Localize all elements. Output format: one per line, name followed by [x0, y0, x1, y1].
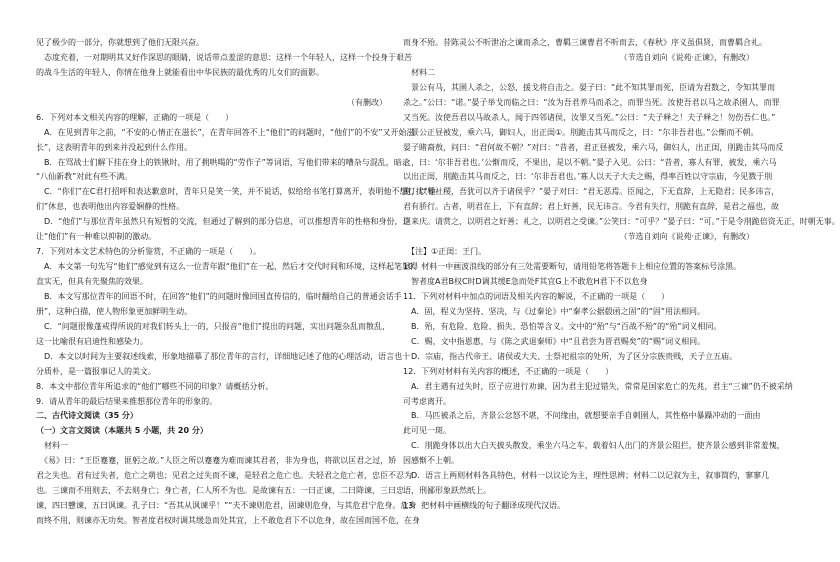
left-column-line: A．本文第一句先写“他们”感觉到有这么一位青年跟“他们”在一起，然后才交代时间和环境，这样起笔显得 [36, 262, 419, 272]
left-column-line: D．“他们”与那位青年虽然只有短暂的交流，但通过了解到的部分信息，可以推想青年的性格和身份，这 [36, 217, 411, 227]
right-column-line: 11．下列对材料中加点的词语及相关内容的解说，不正确的一项是（ ） [403, 291, 670, 301]
right-column-line: 跪，以辱社稷，吾犹可以齐于诸侯乎？”晏子对曰：“君无恶焉。臣闻之，下无直辞，上无隐君；民多讳言， [403, 187, 780, 197]
left-column-line: D．本文以时间为主要叙述线索，形象地描摹了那位青年的言行，详细地记述了他的心理活动，语言也十 [36, 351, 411, 361]
left-column-line: C．“你们”在C君打招呼和表达歉意时，青年只是笑一笑，并不说话，似给给书笔打算离开，表明他不想打扰“他 [36, 187, 436, 197]
left-column-line: （有删改） [347, 97, 387, 107]
right-column-line: 君有骄行。古者，明君在上，下有直辞；君上好善，民无讳言。今君有失行，刖跪有直辞，是君之福也，故 [403, 202, 779, 212]
right-column-line: 晏子睹裔敖，问曰：“君何故不朝？”对曰：“昔者，君正昼被发，乘六马，御妇人，出正闺，刖跪击其马而反 [403, 142, 784, 152]
right-column-line: 景公有马，其圉人杀之，公怒，援戈将自击之。晏子曰：“此不知其罪而死，臣请为君数之，令知其罪而 [403, 82, 776, 92]
right-column-line: C．刖跪身体以出大白天披头散发，乘坐六马之车，载着妇人出门的齐景公阻拦，使齐景公感到非常羞愧， [403, 441, 785, 451]
left-column-line: 而终不用，则谏亦无功矣。智者度君权时调其缓急而处其宜，上不敢危君下不以危身，故在国而国不危，在身 [36, 516, 420, 525]
right-column-line: （节选自刘向《说苑·正谏》，有删改） [619, 52, 754, 62]
left-column-line: 7．下列对本文艺术特色的分析鉴赏，不正确的一项是（ ）。 [36, 247, 262, 257]
right-column-line: 10．材料一中画波浪线的部分有三处需要断句，请用铅笔将答题卡上相应位置的答案标号涂黑。 [403, 262, 742, 272]
left-column-line: 君之失也。君有过失者，危亡之萌也；见君之过失而不谏，是轻君之危亡也。夫轻君之危亡者，忠臣不忍为 [36, 471, 412, 481]
left-column-line: 材料一 [36, 441, 68, 451]
left-column-line: 见了极少的一部分，你就想到了他们无限兴奋。 [36, 38, 204, 47]
left-column-line: A．在见到青年之前，“不安的心情正在滋长”，在青年回答不上“他们”的问题时，“他们”的不安”又开始滋 [36, 127, 415, 137]
right-column-line: 13．把材料中画横线的句子翻译成现代汉语。 [403, 501, 566, 511]
left-column-line: 这一比喻很有启迪性和感染力。 [36, 336, 148, 346]
left-column-line: B．在骂战士们解下挂在身上的铁锹时，用了拥哄喝的“劳作子”等词语，写他们带来的嘈杂与混乱，暗示 [36, 157, 410, 167]
right-column-line: C．赐，文中指恩惠，与《陈之武退秦师》中“且君尝为晋君赐矣”的“赐”词义相同。 [403, 336, 706, 346]
right-column-line: D．语言上两则材料各具特色，材料一以议论为主，理性思辨；材料二以记叙为主，叙事简约，寥寥几 [403, 471, 770, 481]
left-column-line: 二、古代诗文阅读（35 分） [36, 411, 138, 421]
right-column-line: 可考虑离开。 [403, 396, 451, 406]
right-column-line: A．固，程义为坚持、坚决，与《过秦论》中“秦孝公据殽函之固”的“固”用法相同。 [403, 306, 706, 316]
left-column-line: 8．本文中那位青年所追求的“他们”哪些不同的印象？请概括分析。 [36, 381, 274, 391]
right-column-line: （节选自刘向《说苑·正谏》，有删改） [619, 232, 754, 242]
left-column-line: C．“问题很像蓬戒得所说的对我们转头上一的，只报音“他们”提出的问题，实出问题杂乱而散乱， [36, 321, 391, 331]
left-column-line: （一）文言文阅读（本题共 5 小题，共 20 分） [36, 426, 208, 436]
right-column-line: 臣来庆。请赏之，以明君之好善；礼之，以明君之受谏。”公笑曰：“可乎？”晏子曰：“可。”于是令刖跪倍资无正，时朝无事。 [403, 217, 840, 227]
left-column-line: 分质朴，是一篇报事记人的美文。 [36, 366, 156, 376]
right-column-line: 又当死。汝使吾君以马故杀人，闻于四邻诸侯，汝罪又当死。”公曰：“夫子释之！夫子释之！勿伤吾仁也。” [403, 112, 776, 122]
right-column-line: 智者度A君B权C时D调其缓E急而处F其宜G上不敢危H君下不以危身 [403, 277, 648, 286]
right-column-line: 【注】①正闺：王门。 [403, 247, 487, 257]
right-column-line: D．宗庙，指古代帝王、诸侯或大夫、士祭祀祖宗的处所，为了区分宗族贵贱，天子立五庙。 [403, 351, 738, 361]
right-column-line: 之，曰：‘尔非吾君也。’公惭而反，不果出，是以不朝。”晏子入见。公曰：“昔者，寡人有罪，被发，乘六马 [403, 157, 777, 167]
left-column-line: 册”，这种白描，使人物形象更加鲜明生动。 [36, 306, 193, 316]
left-column-line: 态度充着，一对期明其又好作深思的眼睛，说话带点羞涩的意思：这样一个年轻人，这样一个投身于艰苦 [36, 52, 412, 62]
right-column-line: 此可见一斑。 [403, 426, 451, 436]
left-column-line: B．本文写那位青年的回语不时，在回答“他们”的问题时像回国直传信的，临时翻给自己的普通会话手 [36, 291, 402, 301]
right-column-line: 以出正闺，刖跪击其马而反之，曰：‘尔非吾君也。’寡人以天子大夫之赐，得率百姓以守宗庙，今见戮于刖 [403, 172, 773, 182]
right-column-line: 杀之。”公曰：“诺。”晏子举戈而临之曰：“汝为吾君养马而杀之，而罪当死。汝使吾君以马之故杀圉人，而罪 [403, 97, 780, 107]
left-column-line: 9．请从青年的最后结果来推想那位青年的形象的。 [36, 396, 218, 406]
left-column-line: 谏，四曰戆谏，五曰讽谏。孔子曰：“吾其从讽谏乎！”“夫不谏则危君，固谏则危身，与其危君宁危身。危身 [36, 501, 417, 511]
right-column-line: A．君主遇有过失时，臣子应进行劝谏，因为君主犯过错失，常常是国家危亡的先兆，君主“三谏”仍不被采纳 [403, 381, 793, 391]
right-column-line: 12．下列对材料有关内容的概述，不正确的一项是（ ） [403, 366, 614, 376]
left-column-line: 们”休息，也表明他出内容爱娴静的性格。 [36, 202, 185, 212]
right-column-line: 景公正昼被发，乘六马，御妇人，出正闺①。刖跪击其马而反之，曰：“尔非吾君也。”公惭而不朝。 [403, 127, 759, 137]
left-column-line: 让“他们”有一种难以抑制的激动。 [36, 232, 157, 242]
right-column-line: 而身不殆。昔陈灵公不听泄冶之谏而杀之，曹羁三谏曹君不听而去，《春秋》序义虽俱贤，而曹羁合礼。 [403, 38, 767, 47]
right-column [403, 36, 840, 514]
right-column-line: 语，刑鄙形象跃然纸上。 [403, 486, 491, 496]
right-column-line: 因感惭不上朝。 [403, 456, 459, 466]
left-column-line: 长”，这表明青年的到来并没起到什么作用。 [36, 142, 193, 152]
left-column-line: “八仙新教”对此有些不满。 [36, 172, 133, 182]
left-column-line: 6．下列对本文相关内容的理解，正确的一项是（ ） [36, 112, 234, 122]
left-column-line: 也。三谏而不用则去，不去则身亡；身亡者，仁人所不为也。是故谏有五：一曰正谏，二曰降谏，三曰忠 [36, 486, 404, 496]
right-column-line: B．马匹被杀之后，齐景公忿怒不堪，不问缘由，就想要亲手自刺圉人，其性格中暴躁冲动的一面由 [403, 411, 761, 421]
left-column-line [36, 81, 391, 96]
left-column-line: 直实无，但具有先聚焦的效果。 [36, 277, 148, 286]
left-column-line: 的战斗生活的年轻人，你情在他身上就能看出中华民族的最优秀的儿女们的面影。 [36, 67, 324, 77]
right-column-line: 材料二 [403, 67, 435, 77]
right-column-line: B．殆，有危险、危险、损失、恐怕等含义。文中的“殆”与“百战不殆”的“殆”词义相同。 [403, 321, 722, 331]
left-column-line: 《易》曰：“王臣蹇蹇，匪躬之故。”人臣之所以蹇蹇为难而谏其君者，非为身也，将欲以匡君之过，矫 [36, 456, 397, 466]
